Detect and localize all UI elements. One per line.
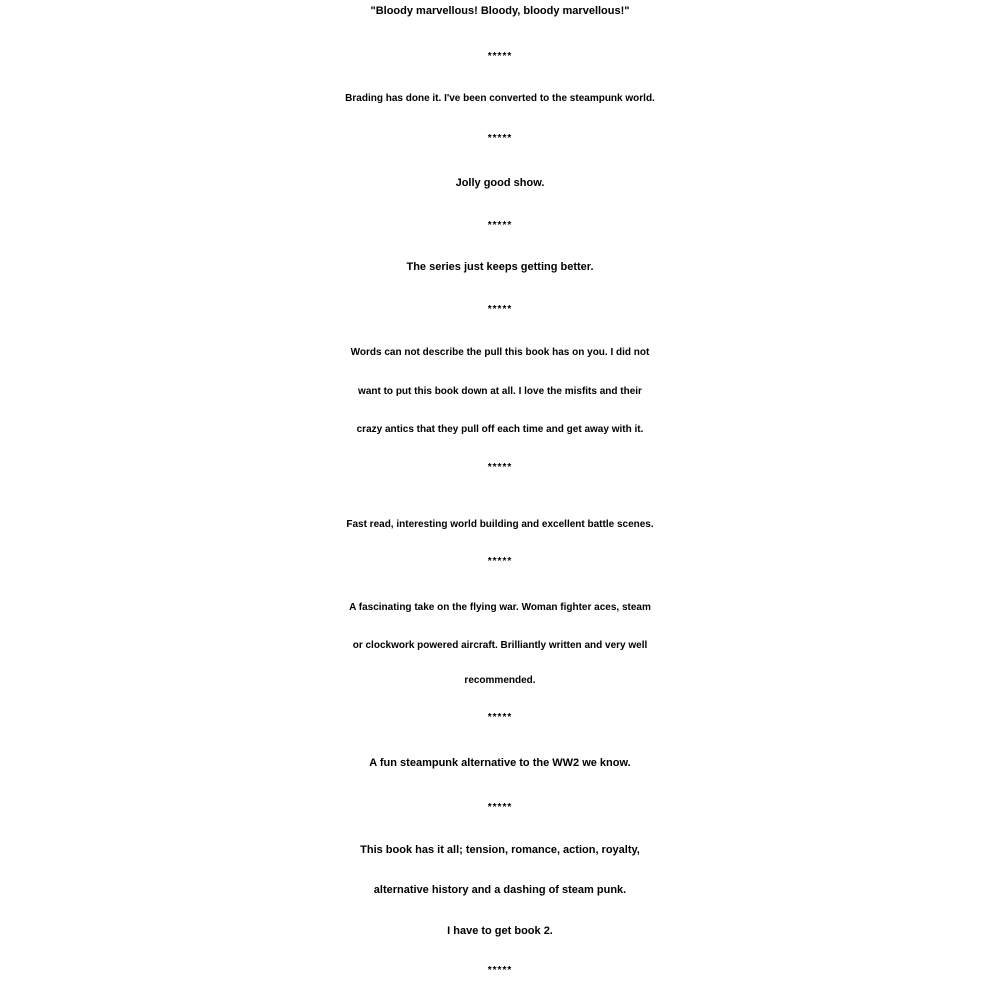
review-2-rating: ***** xyxy=(487,133,513,144)
review-9-rating: ***** xyxy=(487,965,513,976)
review-3-text-line-1: Jolly good show. xyxy=(455,177,545,189)
review-7-text-line-3: recommended. xyxy=(464,675,536,686)
review-4-rating: ***** xyxy=(487,304,513,315)
review-7-rating: ***** xyxy=(487,712,513,723)
review-5-text-line-2: want to put this book down at all. I love the misfits and their xyxy=(358,386,642,397)
review-9-text-line-1: This book has it all; tension, romance, action, royalty, xyxy=(360,844,640,856)
review-5-text-line-1: Words can not describe the pull this book has on you. I did not xyxy=(350,347,650,358)
review-5-text-line-3: crazy antics that they pull off each time and get away with it. xyxy=(356,424,644,435)
review-1-text-line-1: "Bloody marvellous! Bloody, bloody marvellous!" xyxy=(370,5,630,17)
review-4-text-line-1: The series just keeps getting better. xyxy=(406,261,594,273)
review-3-rating: ***** xyxy=(487,220,513,231)
review-8-text-line-1: A fun steampunk alternative to the WW2 we know. xyxy=(369,757,631,769)
review-9-text-line-3: I have to get book 2. xyxy=(447,925,553,937)
review-1-rating: ***** xyxy=(487,51,513,62)
review-6-rating: ***** xyxy=(487,556,513,567)
review-8-rating: ***** xyxy=(487,802,513,813)
review-9-text-line-2: alternative history and a dashing of steam punk. xyxy=(373,884,627,896)
review-2-text-line-1: Brading has done it. I've been converted to the steampunk world. xyxy=(345,93,655,104)
review-7-text-line-1: A fascinating take on the flying war. Woman fighter aces, steam xyxy=(349,602,651,613)
review-6-text-line-1: Fast read, interesting world building and excellent battle scenes. xyxy=(346,519,654,530)
review-7-text-line-2: or clockwork powered aircraft. Brilliantly written and very well xyxy=(352,640,648,651)
review-5-rating: ***** xyxy=(487,462,513,473)
